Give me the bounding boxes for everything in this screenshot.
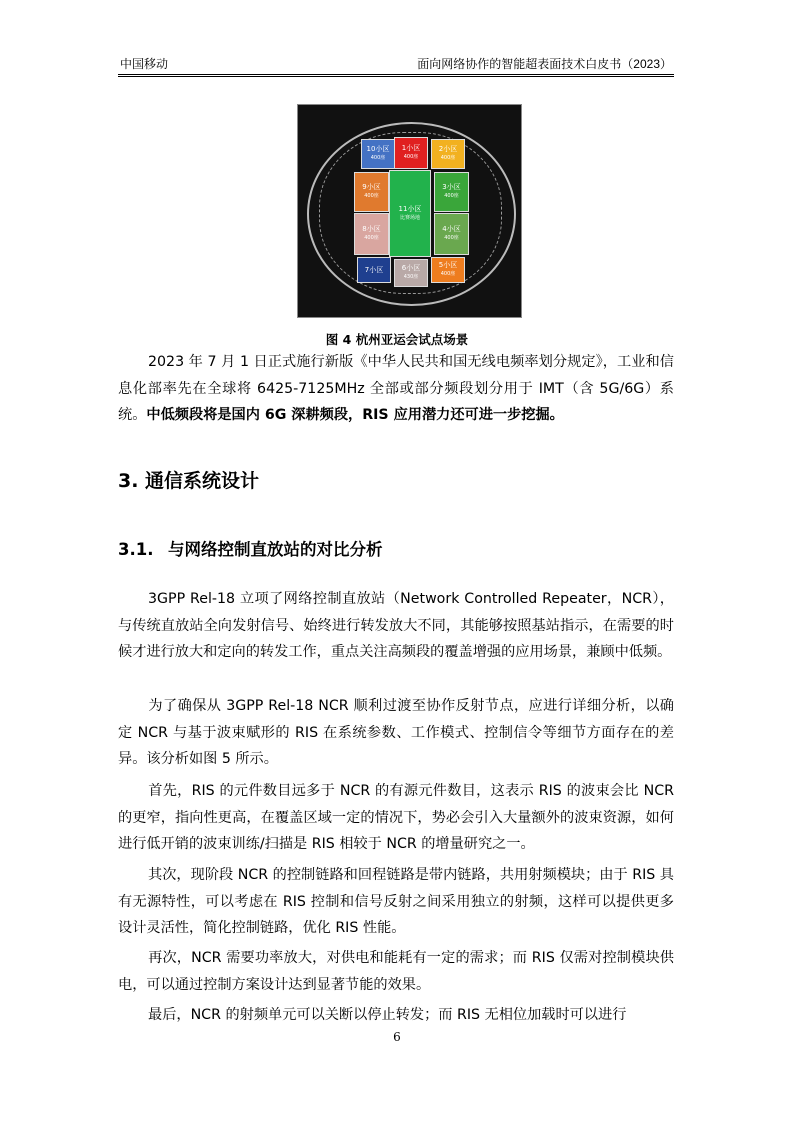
- stadium-figure: [297, 104, 522, 318]
- subsection-number: 3.1.: [118, 540, 154, 559]
- paragraph-2: 3GPP Rel-18 立项了网络控制直放站（Network Controlled Repeater，NCR），与传统直放站全向发射信号、始终进行转发放大不同，其能够按照基站指示，在需要的时候才进行放大和定向的转发工作，重点关注高频段的覆盖增强的应用场景，兼顾中低频。: [118, 591, 674, 660]
- paragraph-7: 最后，NCR 的射频单元可以关断以停止转发；而 RIS 无相位加载时可以进行: [148, 1007, 627, 1023]
- zone-6: 6小区 430座: [394, 259, 428, 287]
- zone-8: 8小区 400座: [354, 213, 389, 255]
- section-heading: 3. 通信系统设计: [118, 470, 260, 492]
- zone-3: 3小区 400座: [434, 172, 469, 212]
- figure-caption: 图 4 杭州亚运会试点场景: [325, 332, 469, 347]
- paragraph-4: 首先，RIS 的元件数目远多于 NCR 的有源元件数目，这表示 RIS 的波束会比 NCR 的更窄，指向性更高，在覆盖区域一定的情况下，势必会引入大量额外的波束资源，如何进行低开销的波束训练/扫描是 RIS 相较于 NCR 的增量研究之一。: [118, 783, 674, 852]
- zone-1: 1小区 400座: [394, 137, 428, 169]
- paragraph-1: [118, 349, 674, 429]
- p1-bold: 中低频段将是国内 6G 深耕频段，RIS 应用潜力还可进一步挖掘。: [146, 407, 564, 423]
- subsection-heading: [118, 536, 383, 560]
- page-header: [118, 56, 674, 75]
- zone-10: 10小区 400座: [361, 139, 395, 169]
- header-rule: [118, 76, 674, 77]
- header-left: 中国移动: [120, 57, 169, 71]
- zone-7: 7小区: [357, 257, 391, 283]
- header-right: 面向网络协作的智能超表面技术白皮书（2023）: [417, 57, 672, 71]
- zone-9: 9小区 400座: [354, 172, 389, 212]
- paragraph-6: 再次，NCR 需要功率放大，对供电和能耗有一定的需求；而 RIS 仅需对控制模块供电，可以通过控制方案设计达到显著节能的效果。: [118, 950, 674, 993]
- zone-5: 5小区 400座: [431, 257, 465, 283]
- zone-11: 11小区 比赛场地: [389, 170, 431, 257]
- zone-2: 2小区 400座: [431, 139, 465, 169]
- page-number: 6: [393, 1030, 401, 1044]
- zone-4: 4小区 400座: [434, 213, 469, 255]
- paragraph-5: 其次，现阶段 NCR 的控制链路和回程链路是带内链路，共用射频模块；由于 RIS 具有无源特性，可以考虑在 RIS 控制和信号反射之间采用独立的射频，这样可以提供更多设计灵活性，简化控制链路，优化 RIS 性能。: [118, 867, 674, 936]
- paragraph-3: 为了确保从 3GPP Rel-18 NCR 顺利过渡至协作反射节点，应进行详细分析，以确定 NCR 与基于波束赋形的 RIS 在系统参数、工作模式、控制信令等细节方面存在的差异。该分析如图 5 所示。: [118, 698, 674, 767]
- p1-normal: 2023 年 7 月 1 日正式施行新版《中华人民共和国无线电频率划分规定》，工业和信息化部率先在全球将 6425-7125MHz 全部或部分频段划分用于 IMT（含 5G/6G）系统。: [118, 354, 674, 423]
- subsection-title: 与网络控制直放站的对比分析: [168, 540, 383, 559]
